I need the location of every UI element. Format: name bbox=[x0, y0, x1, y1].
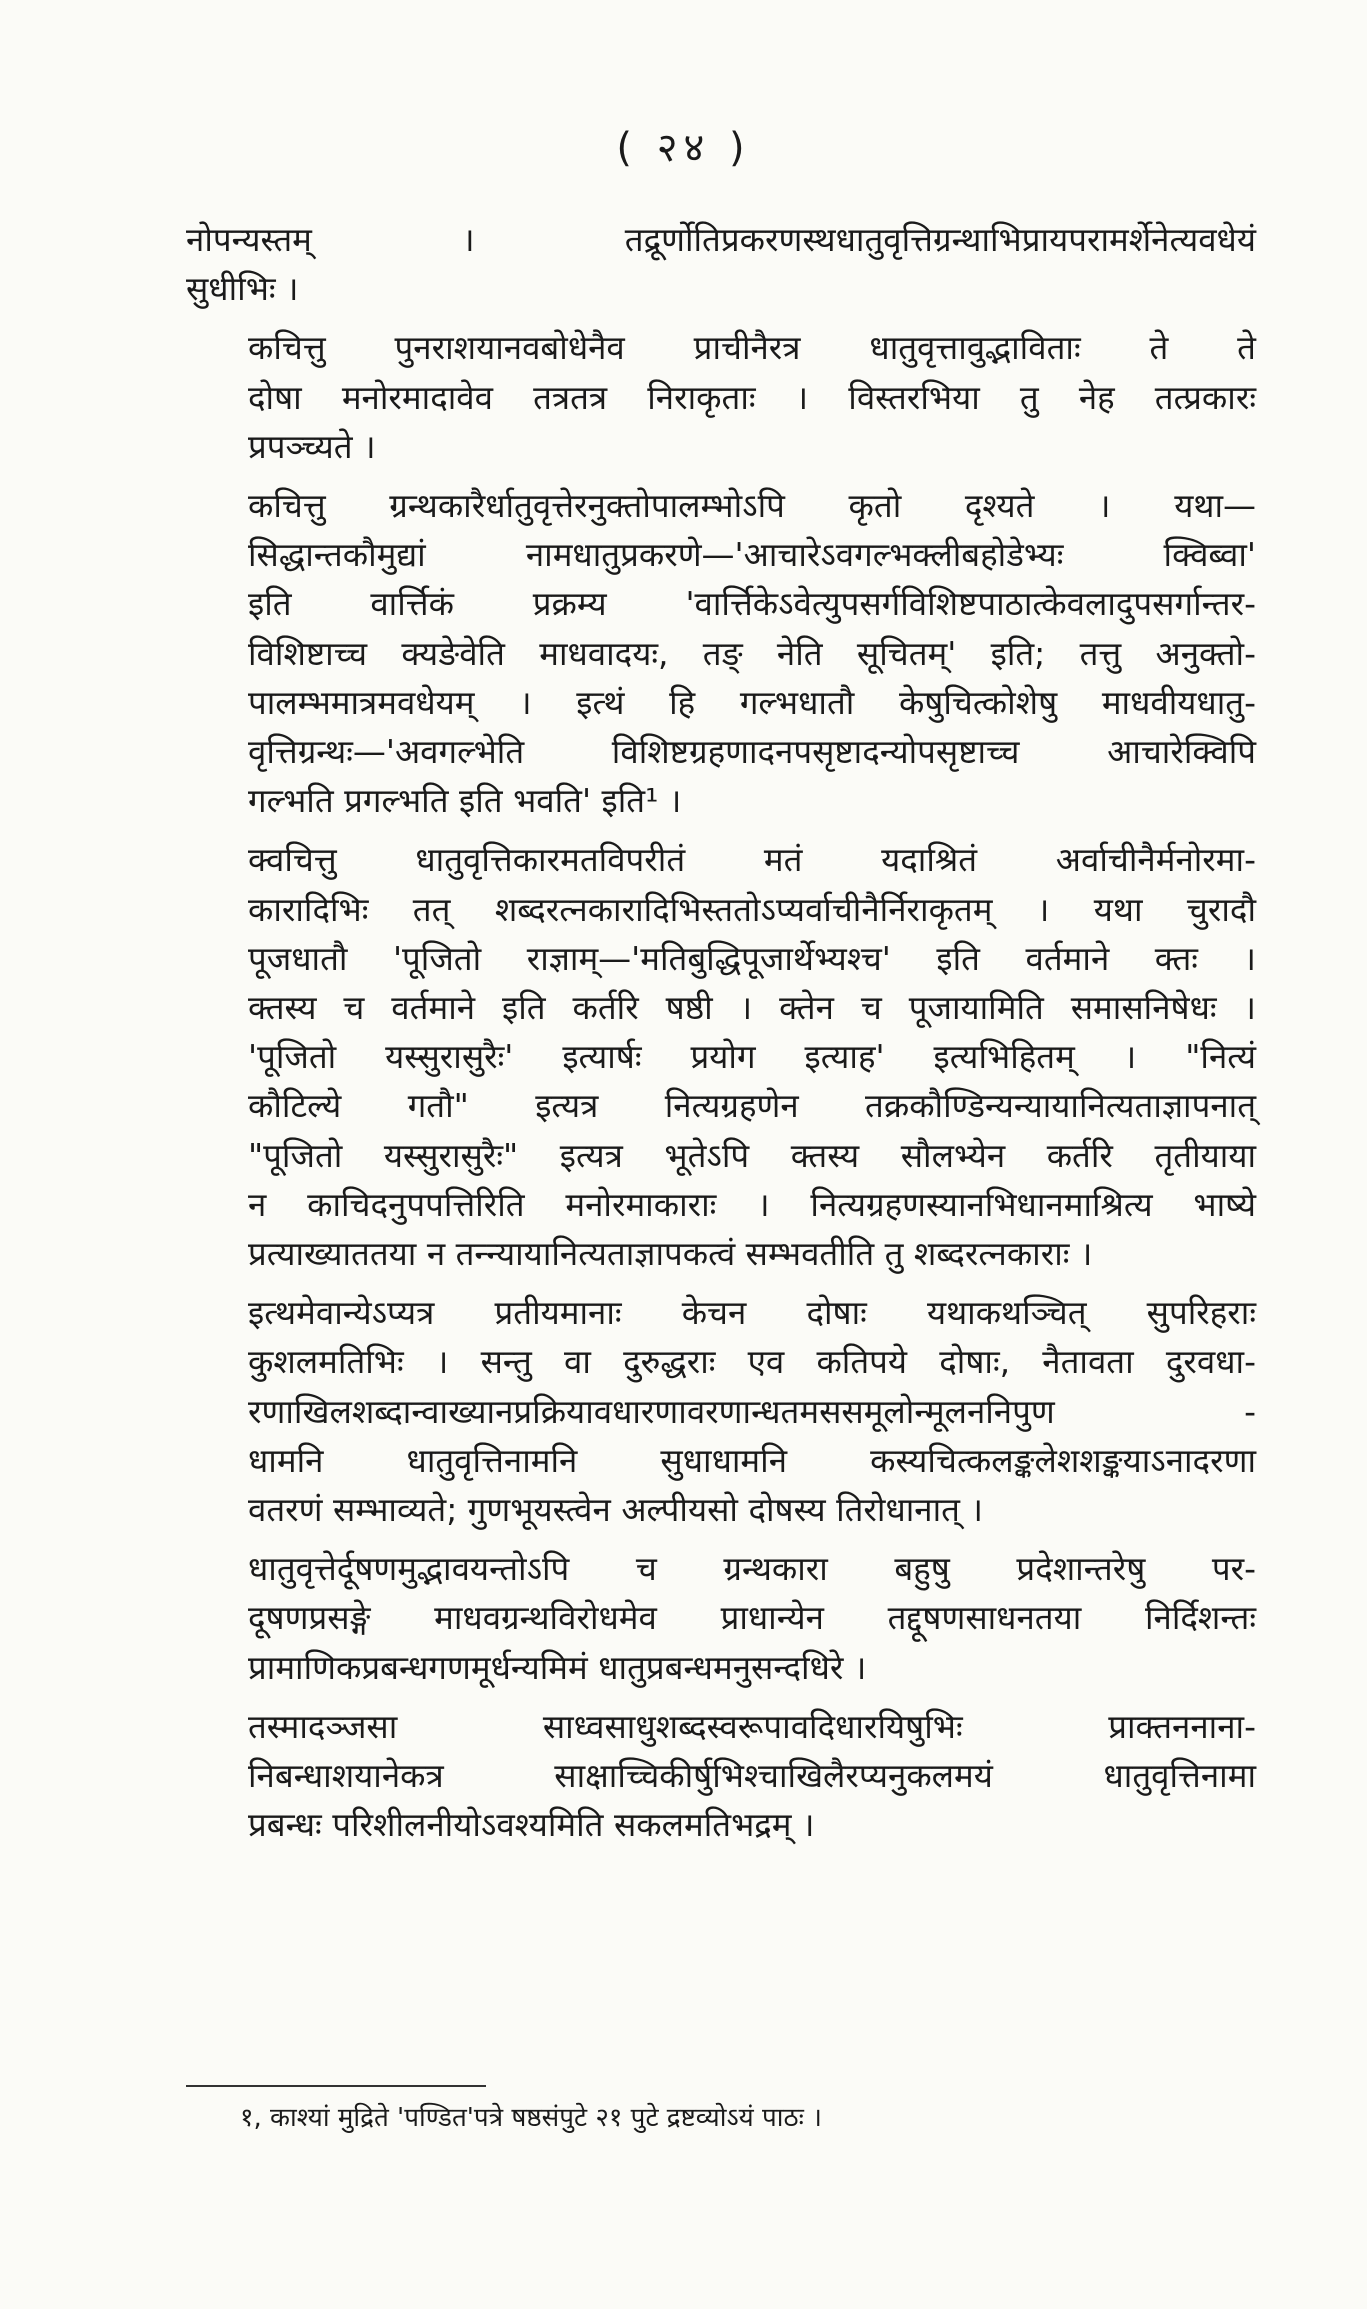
text-line: गल्भति प्रगल्भति इति भवति' इति¹ । bbox=[248, 781, 682, 821]
text-line: निबन्धाशयानेकत्र साक्षाच्चिकीर्षुभिश्चाखिलैरप्यनुकलमयं धातुवृत्तिनामा bbox=[248, 1756, 1256, 1796]
text-line: इत्थमेवान्येऽप्यत्र प्रतीयमानाः केचन दोषाः यथाकथञ्चित् सुपरिहराः bbox=[248, 1293, 1256, 1333]
text-line: कारादिभिः तत् शब्दरत्नकारादिभिस्ततोऽप्यर्वाचीनैर्निराकृतम् । यथा चुरादौ bbox=[248, 889, 1256, 929]
page-number: ( २४ ) bbox=[616, 125, 751, 171]
text-line: कचित्तु ग्रन्थकारैर्धातुवृत्तेरनुक्तोपालम्भोऽपि कृतो दृश्यते । यथा— bbox=[248, 486, 1256, 526]
text-line: नोपन्यस्तम् । तद्रूर्णोतिप्रकरणस्थधातुवृत्तिग्रन्थाभिप्रायपरामर्शेनेत्यवधेयं bbox=[186, 220, 1256, 259]
text-line: तस्मादञ्जसा साध्वसाधुशब्दस्वरूपावदिधारयिषुभिः प्राक्तननाना- bbox=[248, 1706, 1256, 1746]
footnote: १, काश्यां मुद्रिते 'पण्डित'पत्रे षष्ठसंपुटे २१ पुटे द्रष्टव्योऽयं पाठः । bbox=[240, 2103, 822, 2133]
text-line: वृत्तिग्रन्थः—'अवगल्भेति विशिष्टग्रहणादनपसृष्टादन्योपसृष्टाच्च आचारेक्विपि bbox=[248, 732, 1256, 772]
body-text bbox=[186, 215, 1256, 1860]
text-line: दूषणप्रसङ्गे माधवग्रन्थविरोधमेव प्राधान्येन तद्दूषणसाधनतया निर्दिशन्तः bbox=[248, 1598, 1256, 1638]
text-line: पूजधातौ 'पूजितो राज्ञाम्—'मतिबुद्धिपूजार्थेभ्यश्च' इति वर्तमाने क्तः । bbox=[248, 938, 1256, 978]
text-line: कचित्तु पुनराशयानवबोधेनैव प्राचीनैरत्र धातुवृत्तावुद्भाविताः ते ते bbox=[248, 328, 1256, 368]
text-line: कुशलमतिभिः । सन्तु वा दुरुद्धराः एव कतिपये दोषाः, नैतावता दुरवधा- bbox=[248, 1342, 1256, 1382]
paragraph bbox=[186, 215, 1256, 313]
text-line: धामनि धातुवृत्तिनामनि सुधाधामनि कस्यचित्कलङ्कलेशशङ्कयाऽनादरणा bbox=[248, 1440, 1256, 1480]
footnote-divider bbox=[186, 2085, 486, 2087]
text-line: रणाखिलशब्दान्वाख्यानप्रक्रियावधारणावरणान्धतमससमूलोन्मूलननिपुण - bbox=[248, 1391, 1256, 1431]
text-line: सिद्धान्तकौमुद्यां नामधातुप्रकरणे—'आचारेऽवगल्भक्लीबहोडेभ्यः क्विब्वा' bbox=[248, 535, 1256, 575]
text-line: "पूजितो यस्सुरासुरैः" इत्यत्र भूतेऽपि क्तस्य सौलभ्येन कर्तरि तृतीयाया bbox=[248, 1135, 1256, 1175]
text-line: 'पूजितो यस्सुरासुरैः' इत्यार्षः प्रयोग इत्याह' इत्यभिहितम् । "नित्यं bbox=[248, 1037, 1256, 1077]
text-line: क्तस्य च वर्तमाने इति कर्तरि षष्ठी । क्तेन च पूजायामिति समासनिषेधः । bbox=[248, 988, 1256, 1028]
paragraph bbox=[186, 481, 1256, 825]
text-line: दोषा मनोरमादावेव तत्रतत्र निराकृताः । विस्तरभिया तु नेह तत्प्रकारः bbox=[248, 377, 1256, 417]
text-line: पालम्भमात्रमवधेयम् । इत्थं हि गल्भधातौ केषुचित्कोशेषु माधवीयधातु- bbox=[248, 682, 1256, 722]
text-line: क्वचित्तु धातुवृत्तिकारमतविपरीतं मतं यदाश्रितं अर्वाचीनैर्मनोरमा- bbox=[248, 840, 1256, 880]
text-line: न काचिदनुपपत्तिरिति मनोरमाकाराः । नित्यग्रहणस्यानभिधानमाश्रित्य भाष्ये bbox=[248, 1184, 1256, 1224]
text-line: इति वार्त्तिकं प्रक्रम्य 'वार्त्तिकेऽवेत्युपसर्गविशिष्टपाठात्केवलादुपसर्गान्तर- bbox=[248, 584, 1256, 624]
paragraph bbox=[186, 1544, 1256, 1692]
text-line: प्रपञ्च्यते । bbox=[248, 426, 376, 466]
text-line: प्रामाणिकप्रबन्धगणमूर्धन्यमिमं धातुप्रबन्धमनुसन्दधिरे । bbox=[248, 1647, 867, 1687]
paragraph bbox=[186, 1702, 1256, 1850]
text-line: विशिष्टाच्च क्यङेवेति माधवादयः, तङ् नेति सूचितम्' इति; तत्तु अनुक्तो- bbox=[248, 633, 1256, 673]
text-line: प्रबन्धः परिशीलनीयोऽवश्यमिति सकलमतिभद्रम् । bbox=[248, 1805, 815, 1845]
paragraph bbox=[186, 323, 1256, 471]
text-line: कौटिल्ये गतौ" इत्यत्र नित्यग्रहणेन तक्रकौण्डिन्यन्यायानित्यताज्ञापनात् bbox=[248, 1086, 1256, 1126]
text-line: प्रत्याख्याततया न तन्न्यायानित्यताज्ञापकत्वं सम्भवतीति तु शब्दरत्नकाराः । bbox=[248, 1234, 1093, 1274]
text-line: धातुवृत्तेर्दूषणमुद्भावयन्तोऽपि च ग्रन्थकारा बहुषु प्रदेशान्तरेषु पर- bbox=[248, 1549, 1256, 1589]
paragraph bbox=[186, 1288, 1256, 1534]
text-line: वतरणं सम्भाव्यते; गुणभूयस्त्वेन अल्पीयसो दोषस्य तिरोधानात् । bbox=[248, 1490, 983, 1530]
text-line: सुधीभिः । bbox=[186, 269, 299, 309]
paragraph bbox=[186, 835, 1256, 1278]
